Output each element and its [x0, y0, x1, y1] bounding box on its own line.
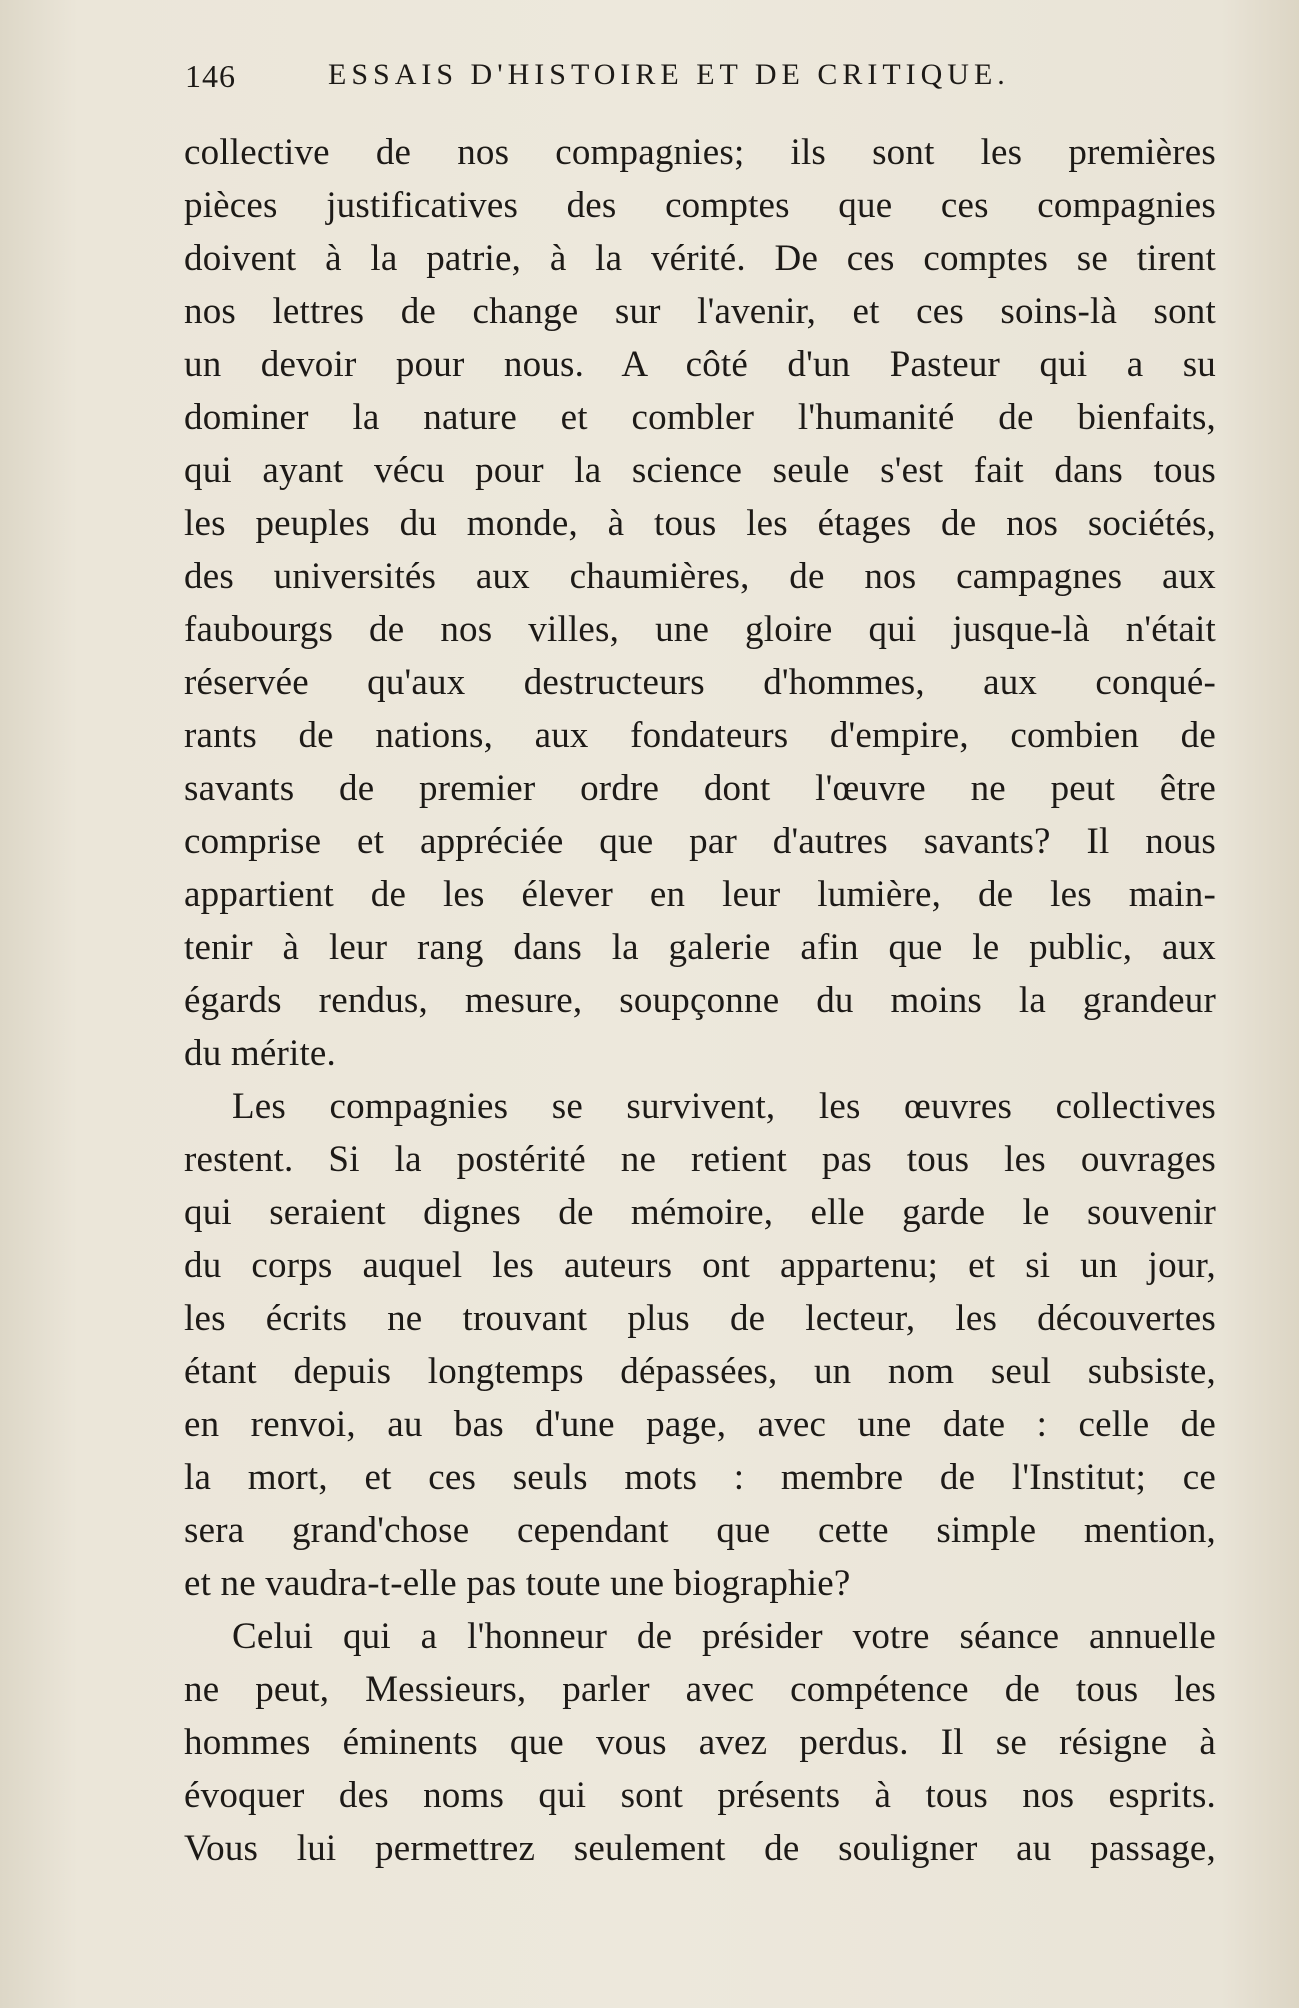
- text-line: sera grand'chose cependant que cette simple mention,: [184, 1510, 1216, 1551]
- page-number: 146: [185, 58, 236, 94]
- text-line: les écrits ne trouvant plus de lecteur, les découvertes: [184, 1298, 1216, 1339]
- text-line: rants de nations, aux fondateurs d'empire, combien de: [184, 715, 1216, 756]
- body-text: [184, 126, 1216, 1875]
- text-line: doivent à la patrie, à la vérité. De ces comptes se tirent: [184, 238, 1216, 279]
- text-line: qui ayant vécu pour la science seule s'est fait dans tous: [184, 450, 1216, 491]
- paragraph-3: [184, 1610, 1216, 1875]
- text-line: en renvoi, au bas d'une page, avec une date : celle de: [184, 1404, 1216, 1445]
- paragraph-2: [184, 1080, 1216, 1610]
- text-line: collective de nos compagnies; ils sont les premières: [184, 132, 1216, 173]
- text-line: égards rendus, mesure, soupçonne du moins la grandeur: [184, 980, 1216, 1021]
- text-line: savants de premier ordre dont l'œuvre ne peut être: [184, 768, 1216, 809]
- text-line: du corps auquel les auteurs ont appartenu; et si un jour,: [184, 1245, 1216, 1286]
- text-line: la mort, et ces seuls mots : membre de l'Institut; ce: [184, 1457, 1216, 1498]
- text-line: et ne vaudra-t-elle pas toute une biographie?: [184, 1563, 851, 1604]
- paragraph-1: [184, 126, 1216, 1080]
- text-line: du mérite.: [184, 1033, 337, 1074]
- text-line: pièces justificatives des comptes que ces compagnies: [184, 185, 1216, 226]
- text-line: comprise et appréciée que par d'autres savants? Il nous: [184, 821, 1216, 862]
- text-line: hommes éminents que vous avez perdus. Il se résigne à: [184, 1722, 1216, 1763]
- text-line: dominer la nature et combler l'humanité de bienfaits,: [184, 397, 1216, 438]
- text-line: Vous lui permettrez seulement de souligner au passage,: [184, 1828, 1216, 1869]
- text-line: Celui qui a l'honneur de présider votre séance annuelle: [232, 1616, 1216, 1657]
- text-line: appartient de les élever en leur lumière, de les main-: [184, 874, 1216, 915]
- text-line: évoquer des noms qui sont présents à tous nos esprits.: [184, 1775, 1216, 1816]
- text-line: les peuples du monde, à tous les étages de nos sociétés,: [184, 503, 1216, 544]
- text-line: tenir à leur rang dans la galerie afin que le public, aux: [184, 927, 1216, 968]
- text-line: ne peut, Messieurs, parler avec compétence de tous les: [184, 1669, 1216, 1710]
- text-line: restent. Si la postérité ne retient pas tous les ouvrages: [184, 1139, 1216, 1180]
- text-line: un devoir pour nous. A côté d'un Pasteur qui a su: [184, 344, 1216, 385]
- text-line: des universités aux chaumières, de nos campagnes aux: [184, 556, 1216, 597]
- text-line: faubourgs de nos villes, une gloire qui jusque-là n'était: [184, 609, 1216, 650]
- text-line: nos lettres de change sur l'avenir, et ces soins-là sont: [184, 291, 1216, 332]
- text-line: qui seraient dignes de mémoire, elle garde le souvenir: [184, 1192, 1216, 1233]
- text-line: Les compagnies se survivent, les œuvres collectives: [232, 1086, 1216, 1127]
- running-title: ESSAIS D'HISTOIRE ET DE CRITIQUE.: [328, 58, 1010, 91]
- text-line: réservée qu'aux destructeurs d'hommes, aux conqué-: [184, 662, 1216, 703]
- running-head: [185, 58, 1215, 112]
- text-line: étant depuis longtemps dépassées, un nom seul subsiste,: [184, 1351, 1216, 1392]
